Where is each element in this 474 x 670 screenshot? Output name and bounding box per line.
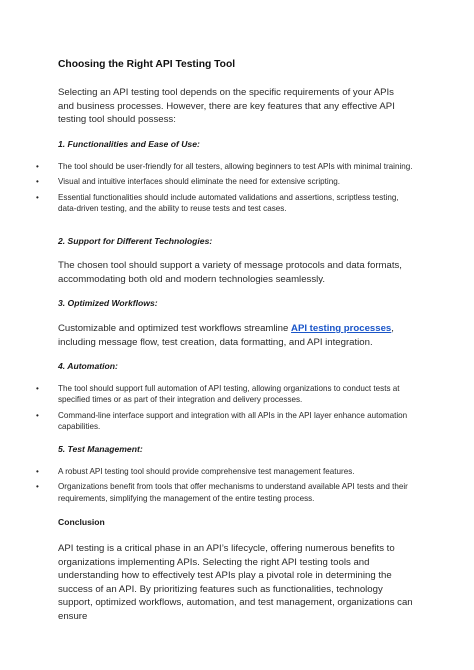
workflows-paragraph [58,322,410,349]
technologies-paragraph: The chosen tool should support a variety of message protocols and data formats, accommodating both old and modern technologies seamlessly. [58,260,402,285]
conclusion-paragraph: API testing is a critical phase in an API’s lifecycle, offering numerous benefits to organizations implementing APIs. Selecting the right API testing tools and understanding how to effectively test APIs play a pivotal role in determining the success of an API. By prioritizing features such as functionalities, technology support, optimized workflows, automation, and test management, organizations can ensure [58,543,413,622]
bullet-icon: • [36,192,39,202]
list-item-text: The tool should support full automation of API testing, allowing organizations to conduct tests at specified times or as part of their integration and delivery processes. [58,384,400,405]
test-management-bullet-list [36,466,416,508]
list-item-text: Command-line interface support and integration with all APIs in the API layer enhance automation capabilities. [58,410,408,431]
api-testing-processes-link[interactable]: API testing processes [291,323,392,334]
list-item [36,176,416,187]
bullet-icon: • [36,177,39,187]
automation-bullet-list [36,383,416,436]
list-item [36,466,416,477]
page-title: Choosing the Right API Testing Tool [58,59,236,70]
conclusion-heading: Conclusion [58,517,105,527]
list-item-text: Essential functionalities should include automated validations and assertions, scriptless testing, data-driven testing, and the ability to reuse tests and test cases. [58,192,399,213]
list-item-text: Visual and intuitive interfaces should eliminate the need for extensive scripting. [58,177,340,187]
section-heading-workflows: 3. Optimized Workflows: [58,298,158,308]
section-heading-functionalities: 1. Functionalities and Ease of Use: [58,139,200,149]
bullet-icon: • [36,482,39,492]
bullet-icon: • [36,467,39,476]
workflows-text-after: , including message flow, test creation, data formatting, and API integration. [58,323,394,348]
list-item-text: The tool should be user-friendly for all testers, allowing beginners to test APIs with minimal training. [58,162,413,171]
bullet-icon: • [36,410,39,420]
intro-paragraph: Selecting an API testing tool depends on the specific requirements of your APIs and business processes. However, there are key features that any effective API testing tool should possess: [58,87,395,125]
functionalities-bullet-list [36,161,416,218]
list-item [36,161,416,172]
section-heading-technologies: 2. Support for Different Technologies: [58,236,213,246]
section-heading-test-management: 5. Test Management: [58,444,143,454]
list-item-text: Organizations benefit from tools that offer mechanisms to understand available API tests and their requirements, simplifying the management of the entire testing process. [58,482,408,503]
list-item-text: A robust API testing tool should provide comprehensive test management features. [58,467,355,476]
bullet-icon: • [36,384,39,393]
list-item [36,410,416,432]
bullet-icon: • [36,162,39,171]
section-heading-automation: 4. Automation: [58,361,118,371]
list-item [36,383,416,405]
workflows-text-before: Customizable and optimized test workflows streamline [58,323,292,334]
list-item [36,481,416,503]
list-item [36,192,416,214]
